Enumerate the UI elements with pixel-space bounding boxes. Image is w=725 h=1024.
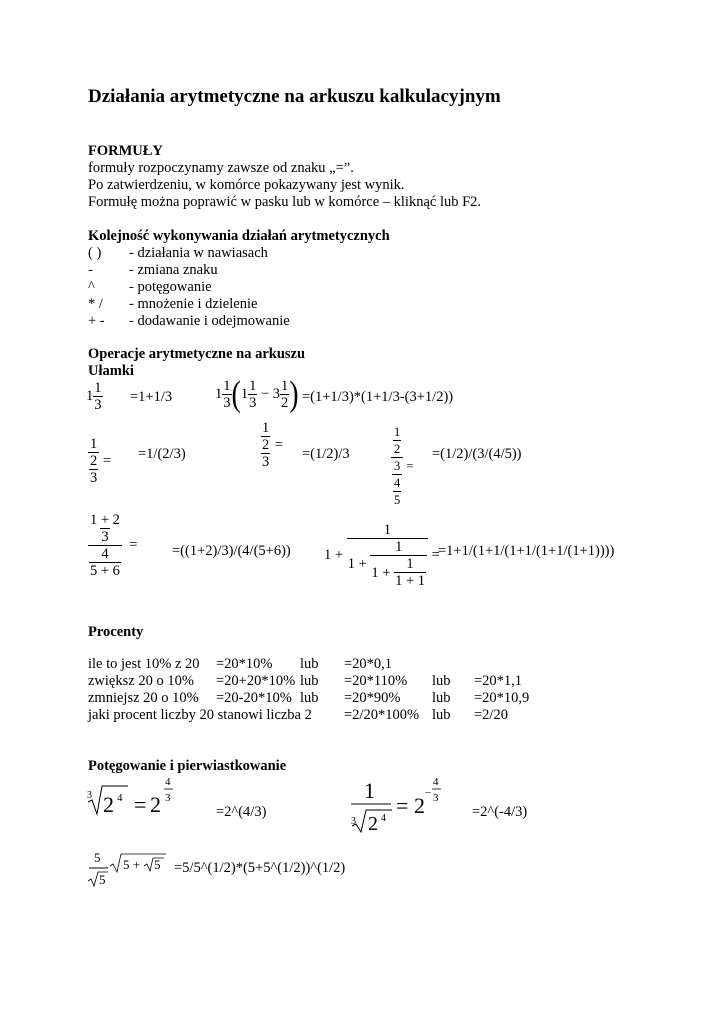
- procenty-f1-1: =20*10%: [216, 656, 273, 672]
- math-nested-fraction: $\frac{\frac{1}{2}}{\frac{3}{\frac{4}{5}}}$ =: [391, 424, 413, 508]
- procenty-f2-3: =20*90%: [344, 690, 401, 706]
- kolejnosc-heading: Kolejność wykonywania działań arytmetycznych: [88, 228, 390, 244]
- procenty-f2-2: =20*110%: [344, 673, 408, 689]
- procenty-f1-3: =20-20*10%: [216, 690, 292, 706]
- potegowanie-formula-1: =2^(4/3): [216, 804, 267, 820]
- math-continued-fraction: 1 + 1 1 + 1 1 + $\frac{1}{1 + 1}$ =: [324, 522, 440, 589]
- procenty-desc-3: zmniejsz 20 o 10%: [88, 690, 199, 706]
- svg-text:5: 5: [99, 872, 106, 887]
- procenty-lub-1: lub: [300, 656, 319, 672]
- formula-4: =(1/2)/3: [302, 446, 350, 462]
- svg-text:3: 3: [433, 792, 439, 804]
- formuly-line-3: Formułę można poprawić w pasku lub w komórce – kliknąć lub F2.: [88, 194, 482, 210]
- kolejnosc-sym-1: ( ): [88, 245, 102, 261]
- svg-text:2: 2: [414, 793, 425, 818]
- svg-text:=: =: [134, 792, 147, 817]
- page-title: Działania arytmetyczne na arkuszu kalkulacyjnym: [88, 86, 501, 107]
- svg-text:2: 2: [368, 813, 378, 834]
- formuly-line-2: Po zatwierdzeniu, w komórce pokazywany jest wynik.: [88, 177, 405, 193]
- svg-text:4: 4: [381, 813, 386, 824]
- potegowanie-heading: Potęgowanie i pierwiastkowanie: [88, 758, 287, 774]
- procenty-f2-1: =20*0,1: [344, 656, 393, 672]
- svg-text:=: =: [396, 793, 409, 818]
- svg-text:3: 3: [87, 790, 92, 801]
- svg-text:3: 3: [351, 816, 356, 827]
- procenty-desc-2: zwiększ 20 o 10%: [88, 673, 194, 689]
- math-product-mixed: 1 $\frac{1}{3}$ ( 1 $\frac{1}{3}$ − 3 $\frac{1}{2}$ ): [215, 373, 299, 414]
- svg-text:1: 1: [364, 778, 375, 803]
- math-fraction-1-over-2-3: $\frac{1}{\frac{2}{3}}$ =: [90, 436, 112, 486]
- procenty-f3-2: =20*1,1: [474, 673, 523, 689]
- kolejnosc-sym-5: + -: [88, 313, 105, 329]
- procenty-f3-3: =20*10,9: [474, 690, 530, 706]
- math-fraction-sum: $\frac{\frac{1 + 2}{3}}{\frac{4}{5 + 6}}$ =: [90, 512, 138, 579]
- kolejnosc-sym-3: ^: [88, 279, 95, 295]
- kolejnosc-desc-2: - zmiana znaku: [129, 262, 218, 278]
- kolejnosc-desc-1: - działania w nawiasach: [129, 245, 268, 261]
- procenty-lub2-4: lub: [432, 707, 451, 723]
- math-sqrt-expression: [86, 848, 176, 892]
- math-fraction-half-over-3: $\frac{\frac{1}{2}}{3}$ =: [262, 420, 284, 470]
- procenty-desc-4: jaki procent liczby 20 stanowi liczba 2: [88, 707, 312, 723]
- formula-6: =((1+2)/3)/(4/(5+6)): [172, 543, 291, 559]
- operacje-heading: Operacje arytmetyczne na arkuszu: [88, 346, 306, 362]
- kolejnosc-sym-4: * /: [88, 296, 103, 312]
- formuly-heading: FORMUŁY: [88, 143, 163, 159]
- potegowanie-formula-3: =5/5^(1/2)*(5+5^(1/2))^(1/2): [174, 860, 346, 876]
- procenty-f3-4: =2/20: [474, 707, 508, 723]
- svg-text:5: 5: [94, 850, 101, 865]
- procenty-lub-2: lub: [300, 673, 319, 689]
- formuly-line-1: formuły rozpoczynamy zawsze od znaku „=”.: [88, 160, 354, 176]
- kolejnosc-desc-4: - mnożenie i dzielenie: [129, 296, 258, 312]
- potegowanie-formula-2: =2^(-4/3): [472, 804, 528, 820]
- math-mixed-fraction: 1 $\frac{1}{3}$: [86, 380, 102, 413]
- svg-text:2: 2: [150, 792, 161, 817]
- procenty-lub2-3: lub: [432, 690, 451, 706]
- procenty-lub2-2: lub: [432, 673, 451, 689]
- svg-text:4: 4: [165, 776, 171, 788]
- svg-text:3: 3: [165, 792, 171, 804]
- procenty-f1-2: =20+20*10%: [216, 673, 296, 689]
- procenty-lub-3: lub: [300, 690, 319, 706]
- svg-text:5: 5: [154, 857, 161, 872]
- svg-text:4: 4: [117, 792, 123, 804]
- procenty-desc-1: ile to jest 10% z 20: [88, 656, 200, 672]
- ulamki-heading: Ułamki: [88, 363, 134, 379]
- kolejnosc-desc-5: - dodawanie i odejmowanie: [129, 313, 290, 329]
- procenty-heading: Procenty: [88, 624, 144, 640]
- svg-text:5 +: 5 +: [123, 857, 141, 872]
- kolejnosc-sym-2: -: [88, 262, 93, 278]
- svg-text:−: −: [425, 787, 432, 799]
- math-inverse-cube-root: [346, 774, 456, 834]
- svg-text:2: 2: [103, 792, 114, 817]
- kolejnosc-desc-3: - potęgowanie: [129, 279, 212, 295]
- formula-1: =1+1/3: [130, 389, 173, 405]
- procenty-f2-4: =2/20*100%: [344, 707, 420, 723]
- formula-5: =(1/2)/(3/(4/5)): [432, 446, 522, 462]
- svg-text:4: 4: [433, 776, 439, 788]
- formula-3: =1/(2/3): [138, 446, 186, 462]
- math-cube-root-2-4: [84, 774, 184, 822]
- formula-2: =(1+1/3)*(1+1/3-(3+1/2)): [302, 389, 454, 405]
- formula-7: =1+1/(1+1/(1+1/(1+1/(1+1)))): [438, 543, 615, 559]
